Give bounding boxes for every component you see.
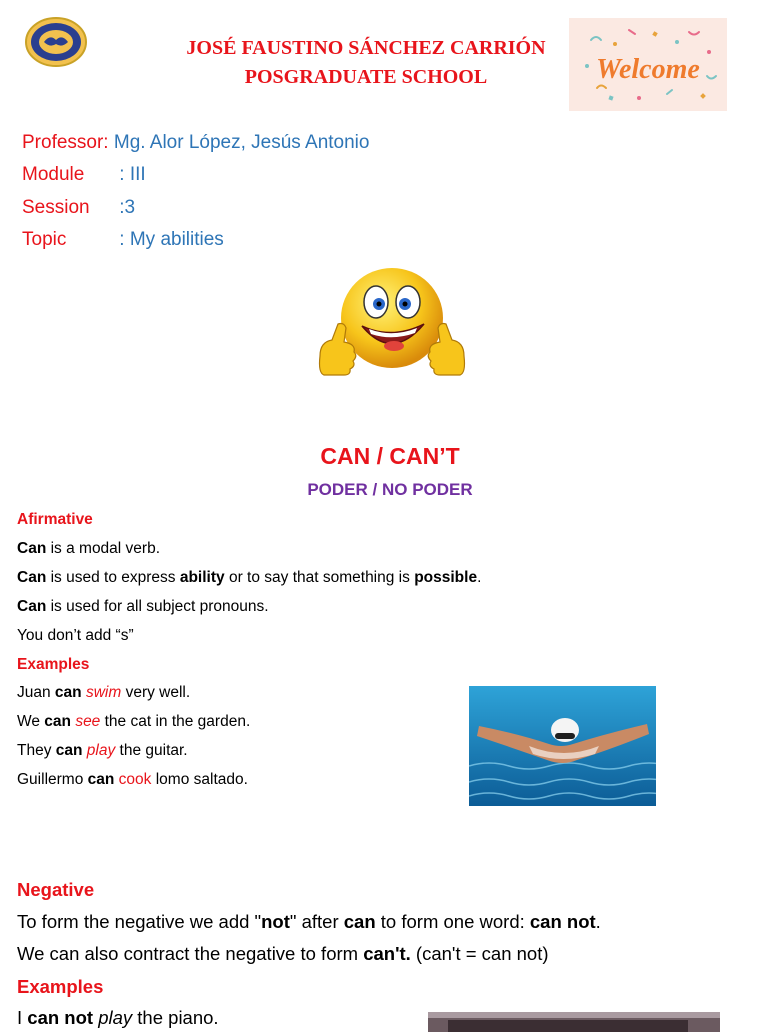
text-run: .	[477, 569, 482, 586]
text-run: the guitar.	[115, 742, 188, 759]
text-run: We can also contract the negative to form	[17, 943, 364, 964]
school-title-line1: JOSÉ FAUSTINO SÁNCHEZ CARRIÓN	[186, 37, 546, 59]
negative-line	[17, 910, 601, 934]
text-run: can	[343, 911, 376, 932]
topic-value: : My abilities	[119, 229, 224, 250]
text-run: Can	[17, 598, 47, 615]
text-run: play	[86, 742, 116, 759]
text-run: Can	[17, 569, 47, 586]
affirmative-line	[17, 568, 481, 588]
text-run: Can	[17, 540, 47, 557]
text-run: to form one word:	[375, 911, 530, 932]
affirmative-heading: Afirmative	[17, 511, 93, 528]
text-run: I	[17, 1007, 28, 1028]
text-run: (can't = can not)	[410, 943, 549, 964]
professor-value: Mg. Alor López, Jesús Antonio	[113, 132, 370, 153]
welcome-text: Welcome	[596, 54, 700, 85]
confetti-decoration	[569, 18, 727, 111]
welcome-card	[569, 18, 727, 111]
example-line	[17, 770, 248, 790]
school-title	[150, 34, 582, 92]
university-logo	[24, 16, 88, 68]
professor-label: Professor:	[22, 132, 109, 153]
text-run: can	[44, 713, 71, 730]
school-title-line2: POSGRADUATE SCHOOL	[244, 66, 488, 88]
negative-line	[17, 942, 549, 966]
text-run: is used to express	[46, 569, 180, 586]
professor-row	[22, 131, 369, 155]
text-run: can't.	[363, 943, 411, 964]
session-value: :3	[119, 197, 136, 218]
example-line	[17, 683, 190, 703]
topic-label: Topic	[22, 229, 67, 250]
text-run: is used for all subject pronouns.	[46, 598, 269, 615]
text-run: You don’t add “s”	[17, 627, 134, 644]
text-run: cook	[118, 771, 152, 788]
affirmative-line	[17, 597, 269, 617]
text-run: play	[98, 1007, 133, 1028]
negative-examples-heading: Examples	[17, 976, 104, 997]
topic-row	[22, 228, 224, 252]
text-run: They	[17, 742, 56, 759]
text-run: swim	[85, 684, 122, 701]
text-run: " after	[289, 911, 344, 932]
negative-example-line	[17, 1006, 219, 1030]
text-run: can	[55, 742, 83, 759]
university-seal-icon	[24, 16, 88, 68]
example-line	[17, 712, 250, 732]
affirmative-line	[17, 626, 134, 646]
module-value: : III	[119, 164, 146, 185]
text-run: see	[75, 713, 101, 730]
text-run: Juan	[17, 684, 55, 701]
session-row	[22, 196, 135, 220]
text-run: can not	[27, 1007, 94, 1028]
session-label: Session	[22, 197, 90, 218]
affirmative-line	[17, 539, 160, 559]
text-run: the piano.	[132, 1007, 219, 1028]
module-label: Module	[22, 164, 85, 185]
thumbs-up-smiley-icon	[312, 262, 472, 386]
text-run: Guillermo	[17, 771, 88, 788]
main-heading: CAN / CAN’T	[320, 443, 460, 469]
text-run: the cat in the garden.	[100, 713, 251, 730]
text-run: We	[17, 713, 45, 730]
example-line	[17, 741, 188, 761]
module-row	[22, 163, 146, 187]
text-run: possible	[414, 569, 478, 586]
text-run: is a modal verb.	[46, 540, 161, 557]
sub-heading: PODER / NO PODER	[307, 480, 473, 499]
text-run: not	[261, 911, 290, 932]
text-run: or to say that something is	[224, 569, 415, 586]
text-run: very well.	[121, 684, 191, 701]
piano-photo	[428, 1012, 720, 1032]
text-run: lomo saltado.	[151, 771, 248, 788]
text-run: can	[54, 684, 82, 701]
negative-heading: Negative	[17, 879, 95, 900]
text-run: can	[87, 771, 115, 788]
text-run: To form the negative we add "	[17, 911, 262, 932]
text-run: .	[595, 911, 601, 932]
text-run: can not	[529, 911, 596, 932]
text-run: ability	[179, 569, 225, 586]
swimmer-photo	[469, 686, 656, 806]
affirmative-examples-heading: Examples	[17, 656, 90, 673]
